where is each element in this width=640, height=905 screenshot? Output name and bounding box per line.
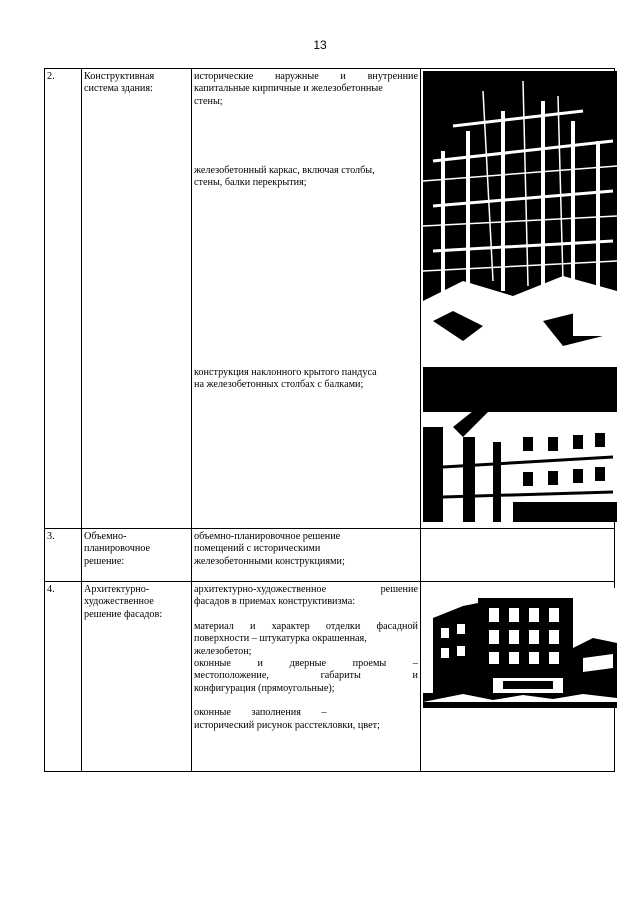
- row-title: Архитектурно- художественное решение фасадов:: [82, 582, 192, 772]
- row-empty-cell: [421, 529, 615, 582]
- row-title: Конструктивная система здания:: [82, 69, 192, 529]
- row-title: Объемно- планировочное решение:: [82, 529, 192, 582]
- item-ramp: конструкция наклонного крытого пандуса на железобетонных столбах с балками;: [194, 367, 377, 391]
- ramp-structure-photo: [423, 367, 612, 522]
- row-description: архитектурно-художественное решение фасадов в приемах конструктивизма: материал и характер отделки фасадной поверхности – штукатурка окрашенная, железобетон; оконные и дверные проемы – местоположение, габариты и конфигурация (прямоугольные); оконные заполнения – исторический рисунок расстекловки, цвет;: [192, 582, 421, 772]
- table-row: [45, 529, 615, 582]
- item-historic-walls: исторические наружные и внутренние капитальные кирпичные и железобетонные стены;: [194, 71, 418, 107]
- facade-photo: [423, 588, 612, 708]
- document-table: [44, 68, 615, 772]
- item-rc-frame: железобетонный каркас, включая столбы, стены, балки перекрытия;: [194, 165, 375, 189]
- row-photo: [421, 582, 615, 772]
- construction-frame-photo: [423, 71, 612, 367]
- page-number: 13: [313, 38, 327, 52]
- row-description: объемно-планировочное решение помещений с историческими железобетонными конструкциями;: [192, 529, 421, 582]
- row-number: 2.: [45, 69, 82, 529]
- row-photos: [421, 69, 615, 529]
- row-number: 3.: [45, 529, 82, 582]
- table-row: [45, 69, 615, 529]
- table-row: [45, 582, 615, 772]
- row-description: [192, 69, 421, 529]
- row-number: 4.: [45, 582, 82, 772]
